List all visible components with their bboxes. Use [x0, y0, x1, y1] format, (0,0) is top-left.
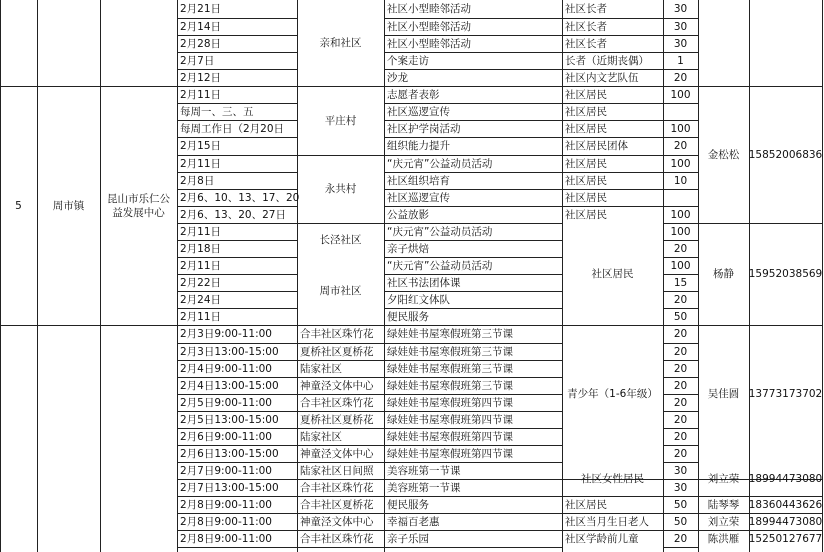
contact-cell: 杨静	[713, 268, 734, 280]
count-cell: 20	[673, 242, 688, 255]
activity-cell: 幸福百老惠	[387, 516, 440, 528]
target-cell: 社区居民	[565, 123, 607, 135]
target-cell: 社区居民	[565, 192, 607, 204]
activity-cell: 绿娃娃书屋寒假班第四节课	[387, 397, 513, 409]
activity-cell: 绿娃娃书屋寒假班第三节课	[387, 328, 513, 340]
contact-cell: 陈洪雁	[707, 532, 740, 545]
date-cell: 2月3日13:00-15:00	[180, 346, 279, 358]
count-cell: 30	[673, 3, 688, 15]
date-cell: 2月7日	[180, 55, 215, 67]
target-cell: 社区居民	[565, 158, 607, 170]
date-cell: 2月7日9:00-11:00	[180, 465, 272, 477]
activity-cell: 社区组织培育	[387, 175, 450, 187]
target-cell: 长者（近期丧偶）	[565, 55, 649, 67]
count-cell: 100	[670, 122, 691, 135]
venue-cell: 合丰社区珠竹花	[300, 397, 374, 409]
count-cell: 20	[673, 362, 688, 375]
count-cell: 20	[673, 71, 688, 84]
target-cell: 社区居民	[565, 209, 607, 221]
activity-cell: 社区小型睦邻活动	[387, 21, 471, 33]
count-cell: 20	[673, 413, 688, 426]
date-cell: 2月3日9:00-11:00	[180, 328, 272, 340]
count-cell: 20	[673, 430, 688, 443]
count-cell: 50	[673, 515, 688, 528]
venue-cell: 陆家社区	[300, 363, 342, 375]
phone-cell: 18360443626	[748, 498, 823, 511]
activity-cell: 公益放影	[387, 209, 429, 221]
community-cell: 永共村	[324, 183, 357, 195]
date-cell: 2月6日9:00-11:00	[180, 431, 272, 443]
row-index-cell: 5	[15, 199, 22, 212]
contact-cell: 刘立荣	[707, 473, 740, 485]
phone-cell: 15852006836	[748, 148, 823, 161]
activity-cell: 社区小型睦邻活动	[387, 3, 471, 15]
count-cell: 20	[673, 396, 688, 409]
venue-cell: 合丰社区珠竹花	[300, 533, 374, 545]
count-cell: 20	[673, 140, 688, 152]
community-cell: 平庄村	[324, 114, 357, 127]
activity-cell: 便民服务	[387, 311, 429, 323]
target-cell: 社区学龄前儿童	[565, 533, 639, 545]
date-cell: 每周工作日（2月20日	[180, 123, 285, 135]
count-cell: 100	[670, 259, 691, 272]
count-cell: 50	[673, 498, 688, 511]
phone-cell: 18994473080	[748, 473, 823, 485]
date-cell: 2月5日9:00-11:00	[180, 397, 272, 409]
community-cell: 长泾社区	[319, 234, 362, 246]
target-cell: 社区居民	[565, 89, 607, 101]
org-cell: 昆山市乐仁公益发展中心	[107, 192, 170, 219]
count-cell: 10	[673, 174, 688, 187]
date-cell: 2月4日9:00-11:00	[180, 363, 272, 375]
count-cell: 20	[673, 293, 688, 306]
community-cell: 亲和社区	[319, 37, 362, 49]
count-cell: 20	[673, 345, 688, 358]
activity-cell: 绿娃娃书屋寒假班第三节课	[387, 380, 513, 392]
activity-cell: 绿娃娃书屋寒假班第三节课	[387, 363, 513, 375]
target-cell: 青少年（1-6年级）	[567, 387, 658, 400]
target-cell: 社区内文艺队伍	[565, 72, 639, 84]
activity-cell: 亲子烘焙	[387, 243, 429, 255]
count-cell: 30	[673, 37, 688, 50]
count-cell: 100	[670, 88, 691, 101]
target-cell: 社区居民团体	[565, 140, 628, 152]
count-cell: 100	[670, 157, 691, 170]
phone-cell: 15250127677	[748, 532, 823, 545]
date-cell: 2月5日13:00-15:00	[180, 414, 279, 426]
count-cell: 30	[673, 20, 688, 33]
venue-cell: 夏桥社区夏桥花	[300, 414, 374, 426]
date-cell: 2月24日	[180, 294, 222, 306]
activity-cell: 绿娃娃书屋寒假班第四节课	[387, 431, 513, 443]
community-cell: 周市社区	[319, 285, 362, 297]
date-cell: 2月15日	[180, 140, 222, 152]
count-cell: 15	[673, 276, 688, 289]
target-cell: 社区长者	[565, 21, 607, 33]
date-cell: 每周一、三、五	[180, 106, 254, 118]
venue-cell: 合丰社区夏桥花	[300, 499, 374, 511]
activity-cell: 志愿者表彰	[387, 89, 440, 101]
count-cell: 20	[673, 447, 688, 460]
count-cell: 100	[670, 225, 691, 238]
count-cell: 20	[673, 532, 688, 545]
date-cell: 2月8日9:00-11:00	[180, 533, 272, 545]
contact-cell: 陆琴琴	[707, 498, 740, 511]
date-cell: 2月11日	[180, 260, 222, 272]
activity-cell: “庆元宵”公益动员活动	[387, 158, 493, 170]
activity-cell: 组织能力提升	[387, 140, 450, 152]
count-cell: 30	[673, 481, 688, 494]
count-cell: 30	[673, 464, 688, 477]
contact-cell: 吴佳圆	[707, 387, 740, 400]
activity-cell: 个案走访	[387, 55, 429, 67]
venue-cell: 合丰社区珠竹花	[300, 482, 374, 494]
venue-cell: 陆家社区日间照	[300, 465, 374, 477]
activity-cell: 沙龙	[387, 72, 408, 84]
phone-cell: 15952038569	[748, 268, 823, 280]
date-cell: 2月8日9:00-11:00	[180, 499, 272, 511]
date-cell: 2月11日	[180, 226, 222, 238]
activity-cell: 美容班第一节课	[387, 482, 461, 494]
target-cell: 社区女性居民	[581, 473, 644, 485]
activity-cell: “庆元宵”公益动员活动	[387, 226, 493, 238]
phone-cell: 18994473080	[748, 515, 823, 528]
target-cell: 社区居民	[591, 268, 634, 280]
date-cell: 2月18日	[180, 243, 222, 255]
count-cell: 20	[673, 379, 688, 392]
date-cell: 2月12日	[180, 72, 222, 84]
venue-cell: 合丰社区珠竹花	[300, 328, 374, 340]
activity-cell: 社区巡逻宣传	[387, 192, 450, 204]
contact-cell: 刘立荣	[707, 515, 740, 528]
activity-cell: 绿娃娃书屋寒假班第三节课	[387, 346, 513, 358]
date-cell: 2月7日13:00-15:00	[180, 482, 279, 494]
target-cell: 社区居民	[565, 175, 607, 187]
activity-cell: 夕阳红文体队	[387, 294, 450, 306]
target-cell: 社区长者	[565, 38, 607, 50]
venue-cell: 夏桥社区夏桥花	[300, 346, 374, 358]
target-cell: 社区当月生日老人	[565, 516, 649, 528]
target-cell: 社区长者	[565, 3, 607, 15]
activity-cell: “庆元宵”公益动员活动	[387, 260, 493, 272]
date-cell: 2月6、10、13、17、20	[180, 192, 300, 204]
activity-cell: 亲子乐园	[387, 533, 429, 545]
target-cell: 社区居民	[565, 499, 607, 511]
activity-cell: 社区护学岗活动	[387, 123, 461, 135]
date-cell: 2月11日	[180, 311, 222, 323]
date-cell: 2月28日	[180, 38, 222, 50]
date-cell: 2月6、13、20、27日	[180, 209, 286, 221]
activity-cell: 绿娃娃书屋寒假班第四节课	[387, 414, 513, 426]
date-cell: 2月14日	[180, 21, 222, 33]
activity-cell: 绿娃娃书屋寒假班第四节课	[387, 448, 513, 460]
activity-cell: 便民服务	[387, 499, 429, 511]
date-cell: 2月8日9:00-11:00	[180, 516, 272, 528]
activity-cell: 社区巡逻宣传	[387, 106, 450, 118]
town-cell: 周市镇	[52, 199, 85, 212]
count-cell: 20	[673, 328, 688, 340]
date-cell: 2月6日13:00-15:00	[180, 448, 279, 460]
date-cell: 2月21日	[180, 3, 222, 15]
venue-cell: 陆家社区	[300, 431, 342, 443]
date-cell: 2月11日	[180, 158, 222, 170]
count-cell: 100	[670, 208, 691, 221]
count-cell: 1	[677, 54, 684, 67]
venue-cell: 神童泾文体中心	[300, 516, 374, 528]
activity-cell: 社区小型睦邻活动	[387, 38, 471, 50]
date-cell: 2月8日	[180, 175, 215, 187]
venue-cell: 神童泾文体中心	[300, 448, 374, 460]
count-cell: 50	[673, 310, 688, 323]
activity-cell: 美容班第一节课	[387, 465, 461, 477]
date-cell: 2月22日	[180, 277, 222, 289]
contact-cell: 金松松	[707, 148, 740, 161]
date-cell: 2月4日13:00-15:00	[180, 380, 279, 392]
venue-cell: 神童泾文体中心	[300, 380, 374, 392]
date-cell: 2月11日	[180, 89, 222, 101]
activity-cell: 社区书法团体课	[387, 277, 461, 289]
phone-cell: 13773173702	[748, 387, 823, 400]
target-cell: 社区居民	[565, 106, 607, 118]
